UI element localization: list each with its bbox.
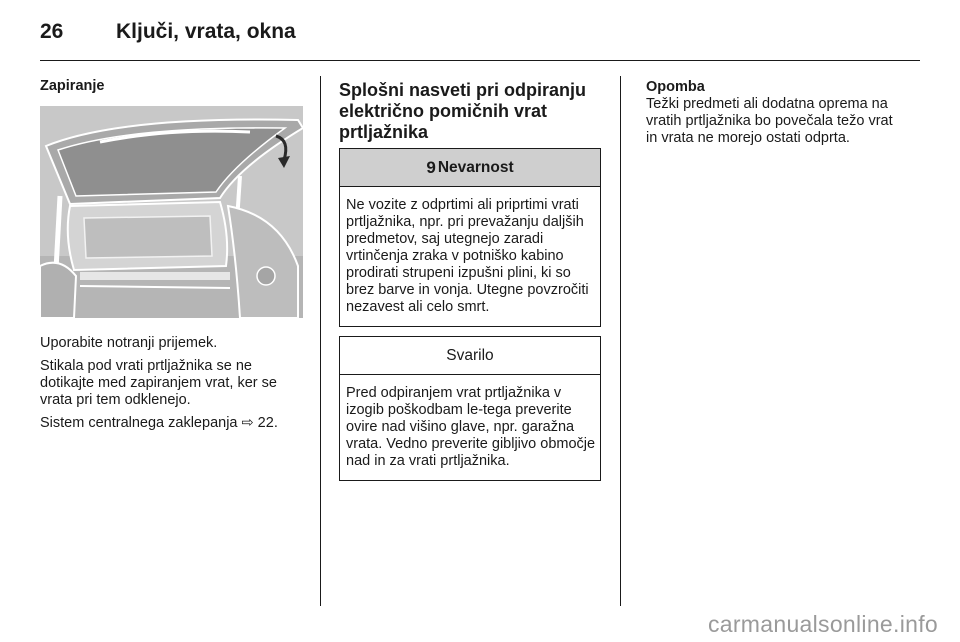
page-header: [40, 20, 296, 44]
danger-text: Ne vozite z odprtimi ali priprtimi vrati prtljažnika, npr. pri prevažanju daljših predmetov, saj utegnejo zaradi vrtinčenja zraka v potniško kabino prodirati strupeni izpušni plini, ki so brez barve in vonja. Utegne povzročiti nezavest ali celo smrt.: [346, 197, 589, 315]
tailgate-illustration: [40, 106, 303, 318]
header-divider: [40, 60, 920, 61]
page-number: 26: [40, 20, 64, 43]
paragraph-switch-warning: Stikala pod vrati prtljažnika se ne dotikajte med zapiranjem vrat, ker se vrata pri tem odklenejo.: [40, 358, 277, 408]
column-divider-left: [320, 76, 321, 606]
caution-box: [339, 336, 601, 481]
watermark: carmanualsonline.info: [707, 611, 938, 637]
page-title: Ključi, vrata, okna: [116, 20, 296, 43]
middle-column: [339, 78, 601, 481]
right-column: [646, 78, 906, 147]
danger-title: Nevarnost: [437, 158, 514, 176]
note-title: Opomba: [646, 79, 705, 95]
caution-text: Pred odpiranjem vrat prtljažnika v izogib poškodbam le-tega preverite ovire nad višino glave, npr. garažna vrata. Vedno preverite gibljivo območje nad in za vrati prtljažnika.: [346, 385, 596, 469]
danger-box: [339, 148, 601, 327]
column-divider-right: [620, 76, 621, 606]
warning-triangle-icon: 9: [426, 157, 436, 177]
paragraph-inner-handle: Uporabite notranji prijemek.: [40, 335, 218, 351]
closing-subheading: Zapiranje: [40, 78, 105, 94]
left-column: [40, 78, 303, 438]
caution-header: [340, 337, 600, 375]
danger-header: [340, 149, 600, 187]
section-heading: Splošni nasveti pri odpiranju električno pomičnih vrat prtljažnika: [339, 80, 587, 142]
caution-title: Svarilo: [446, 346, 494, 364]
note-text: Težki predmeti ali dodatna oprema na vratih prtljažnika bo povečala težo vrat in vrata ne morejo ostati odprta.: [646, 96, 893, 146]
paragraph-central-locking: Sistem centralnega zaklepanja ⇨ 22.: [40, 415, 278, 431]
